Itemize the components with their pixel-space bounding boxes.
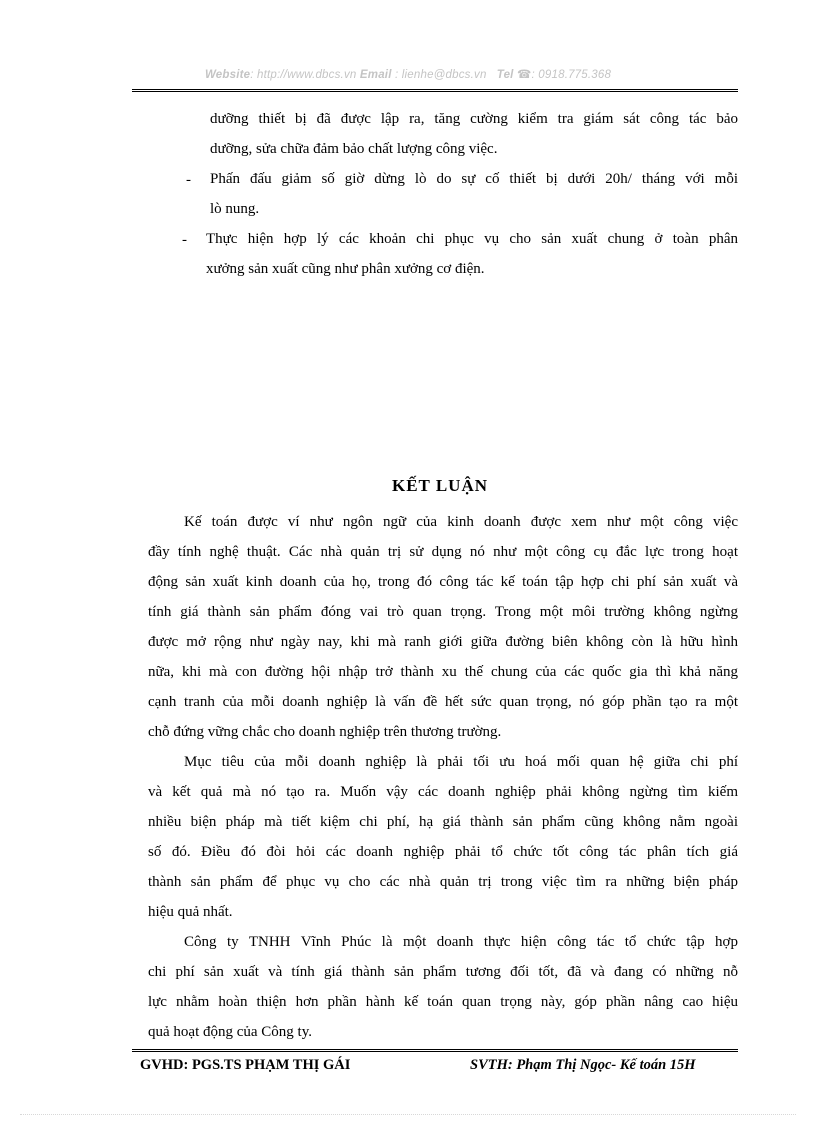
bullet-line: dưỡng thiết bị đã được lập ra, tăng cường kiểm tra giám sát công tác bảo (210, 111, 738, 127)
footer-rule-2 (132, 1051, 738, 1052)
paragraph-3 (148, 927, 738, 1047)
phone-icon: ☎ (516, 69, 532, 81)
paragraph-line: chi phí sản xuất và tính giá thành sản phẩm tương đối tốt, đã và đang có những nỗ (148, 964, 738, 980)
bullet-line: lò nung. (210, 201, 260, 217)
header-rule (132, 89, 738, 90)
website-label: Website (204, 69, 251, 81)
bullet-line: dưỡng, sửa chữa đảm bảo chất lượng công việc. (210, 141, 498, 157)
paragraph-line: chỗ đứng vững chắc cho doanh nghiệp trên thương trường. (148, 724, 502, 740)
page-header (0, 67, 816, 81)
footer-student: SVTH: Phạm Thị Ngọc- Kế toán 15H (470, 1057, 696, 1073)
paragraph-line: quả hoạt động của Công ty. (148, 1024, 312, 1040)
footer-rule (132, 1049, 738, 1050)
paragraph-line: Công ty TNHH Vĩnh Phúc là một doanh thực hiện công tác tổ chức tập hợp (184, 934, 738, 950)
section-heading: KẾT LUẬN (391, 476, 488, 495)
paragraph-line: đầy tính nghệ thuật. Các nhà quản trị sử dụng nó như một công cụ đắc lực trong hoạt (148, 544, 738, 560)
email-label: Email (359, 69, 392, 81)
paragraph-line: Kế toán được ví như ngôn ngữ của kinh doanh được xem như một công việc (184, 514, 738, 530)
bullet-line: Thực hiện hợp lý các khoản chi phục vụ cho sản xuất chung ở toàn phân (206, 231, 738, 247)
paragraph-line: thành sản phẩm để phục vụ cho các nhà quản trị trong việc tìm ra những biện pháp (148, 874, 738, 890)
bullet-line: xưởng sản xuất cũng như phân xưởng cơ điện. (206, 261, 485, 277)
tel-value: : 0918.775.368 (531, 69, 612, 81)
paragraph-line: tính giá thành sản phẩm đóng vai trò quan trọng. Trong một môi trường không ngừng (148, 604, 738, 620)
paragraph-line: và kết quả mà nó tạo ra. Muốn vậy các doanh nghiệp phải không ngừng tìm kiếm (148, 784, 738, 800)
header-rule-2 (132, 91, 738, 92)
paragraph-line: lực nhằm hoàn thiện hơn phần hành kế toán quan trọng này, góp phần nâng cao hiệu (148, 994, 738, 1010)
footer-supervisor: GVHD: PGS.TS PHẠM THỊ GÁI (140, 1057, 351, 1073)
page-bottom-border (20, 1114, 796, 1115)
bullet-item-2 (210, 164, 738, 224)
email-value: : lienhe@dbcs.vn (391, 69, 487, 81)
tel-label: Tel (496, 69, 514, 81)
bullet-item-3 (206, 224, 738, 284)
bullet-dash: - (186, 172, 191, 188)
bullet-item-1 (210, 104, 738, 164)
paragraph-line: nhiều biện pháp mà tiết kiệm chi phí, hạ giá thành sản phẩm cũng không nằm ngoài (148, 814, 738, 830)
paragraph-line: Mục tiêu của mỗi doanh nghiệp là phải tối ưu hoá mối quan hệ giữa chi phí (184, 754, 738, 770)
website-value: : http://www.dbcs.vn (250, 69, 357, 81)
bullet-dash: - (182, 232, 187, 248)
paragraph-line: hiệu quả nhất. (148, 904, 233, 920)
paragraph-2 (148, 747, 738, 927)
paragraph-line: nữa, khi mà con đường hội nhập trở thành xu thế chung của các quốc gia thì khả năng (148, 664, 738, 680)
bullet-line: Phấn đấu giảm số giờ dừng lò do sự cố thiết bị dưới 20h/ tháng với mỗi (210, 171, 738, 187)
paragraph-1 (148, 507, 738, 747)
paragraph-line: động sản xuất kinh doanh của họ, trong đó công tác kế toán tập hợp chi phí sản xuất và (148, 574, 738, 590)
paragraph-line: cạnh tranh của mỗi doanh nghiệp là vấn đề hết sức quan trọng, nó góp phần tạo ra một (148, 694, 738, 710)
paragraph-line: số đó. Điều đó đòi hỏi các doanh nghiệp phải tổ chức tốt công tác phân tích giá (148, 844, 738, 860)
paragraph-line: được mở rộng như ngày nay, khi mà ranh giới giữa đường biên không còn là hữu hình (148, 634, 738, 650)
